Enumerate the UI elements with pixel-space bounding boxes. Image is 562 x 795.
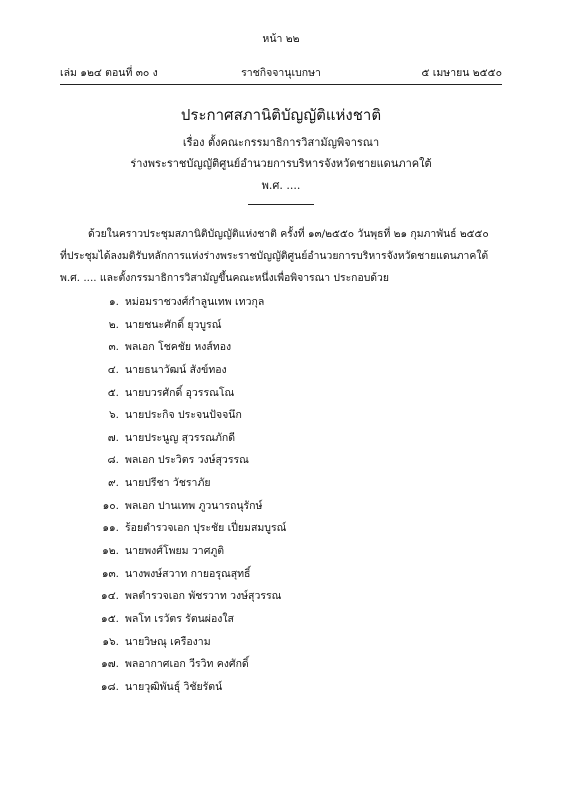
member-number: ๙. <box>107 477 119 490</box>
list-item <box>92 517 286 540</box>
list-item <box>92 404 286 427</box>
announcement-subject: เรื่อง ตั้งคณะกรรมาธิการวิสามัญพิจารณา <box>182 136 380 149</box>
member-number: ๑๕. <box>101 612 119 625</box>
member-number: ๕. <box>107 386 119 399</box>
member-name: นายวุฒิพันธุ์ วิชัยรัตน์ <box>125 680 223 693</box>
member-number: ๑๒. <box>102 545 119 558</box>
page-number: หน้า ๒๒ <box>262 33 300 45</box>
member-name: นายประนูญ สุวรรณภักดี <box>125 431 236 444</box>
member-number: ๗. <box>107 431 119 444</box>
list-item <box>92 563 286 586</box>
list-item <box>92 427 286 450</box>
volume-issue: เล่ม ๑๒๔ ตอนที่ ๓๐ ง <box>60 67 158 79</box>
member-number: ๔. <box>107 363 119 376</box>
member-name: พลเอก ประวิตร วงษ์สุวรรณ <box>125 454 249 467</box>
member-name: นายปรีชา วัชราภัย <box>125 477 211 490</box>
member-number: ๑๔. <box>101 590 119 603</box>
list-item <box>92 653 286 676</box>
member-name: นายธนาวัฒน์ สังข์ทอง <box>125 363 227 376</box>
member-name: ร้อยตำรวจเอก ปุระชัย เปี่ยมสมบูรณ์ <box>125 522 287 535</box>
list-item <box>92 359 286 382</box>
member-name: พลโท เรวัตร รัตนผ่องใส <box>125 612 234 625</box>
body-line-3: พ.ศ. .... และตั้งกรรมาธิการวิสามัญขึ้นคณะหนึ่งเพื่อพิจารณา ประกอบด้วย <box>60 272 389 284</box>
member-number: ๓. <box>108 341 119 354</box>
title-divider <box>248 204 314 205</box>
member-name: พลเอก ปานเทพ ภูวนารถนุรักษ์ <box>125 499 263 512</box>
member-name: นายบวรศักดิ์ อุวรรณโณ <box>125 386 235 399</box>
member-number: ๑๗. <box>101 658 119 671</box>
header-rule <box>60 84 502 85</box>
body-paragraph <box>60 223 502 289</box>
list-item <box>92 472 286 495</box>
list-item <box>92 336 286 359</box>
announcement-title: ประกาศสภานิติบัญญัติแห่งชาติ <box>180 106 382 124</box>
member-number: ๑๘. <box>100 680 119 693</box>
member-number: ๑. <box>108 296 119 308</box>
list-item <box>92 585 286 608</box>
list-item <box>92 608 286 631</box>
list-item <box>92 540 286 563</box>
bill-name: ร่างพระราชบัญญัติศูนย์อำนวยการบริหารจังหวัดชายแดนภาคใต้ <box>130 157 432 170</box>
member-number: ๑๑. <box>102 522 119 535</box>
member-name: นายประกิจ ประจนปัจจนึก <box>125 409 242 422</box>
list-item <box>92 676 286 699</box>
buddhist-era: พ.ศ. .... <box>261 179 301 192</box>
list-item <box>92 314 286 337</box>
list-item <box>92 631 286 654</box>
list-item <box>92 449 286 472</box>
member-name: นายพงศ์โพยม วาศภูติ <box>125 545 225 558</box>
publication-name: ราชกิจจานุเบกษา <box>241 67 321 79</box>
member-name: พลอากาศเอก วีรวิท คงศักดิ์ <box>125 658 249 671</box>
member-list <box>92 291 286 699</box>
member-name: หม่อมราชวงศ์กำลูนเทพ เทวกุล <box>125 296 265 308</box>
list-item <box>92 291 286 314</box>
member-name: นางพงษ์สวาท กายอรุณสุทธิ์ <box>125 567 251 580</box>
body-line-1: ด้วยในคราวประชุมสภานิติบัญญัติแห่งชาติ ครั้งที่ ๑๓/๒๕๕๐ วันพุธที่ ๒๑ กุมภาพันธ์ ๒๕๕๐ <box>88 228 489 240</box>
member-number: ๑๖. <box>102 635 119 648</box>
member-name: พลเอก โชคชัย หงส์ทอง <box>125 341 232 354</box>
list-item <box>92 495 286 518</box>
list-item <box>92 382 286 405</box>
member-number: ๒. <box>108 318 119 331</box>
member-name: นายชนะศักดิ์ ยุวบูรณ์ <box>125 318 222 331</box>
publication-date: ๕ เมษายน ๒๕๕๐ <box>421 67 502 79</box>
member-number: ๑๐. <box>102 499 119 512</box>
member-number: ๘. <box>107 454 119 467</box>
member-number: ๖. <box>108 409 119 422</box>
member-name: พลตำรวจเอก พัชรวาท วงษ์สุวรรณ <box>125 590 282 603</box>
member-name: นายวิษณุ เครืองาม <box>125 635 211 648</box>
body-line-2: ที่ประชุมได้ลงมติรับหลักการแห่งร่างพระราชบัญญัติศูนย์อำนวยการบริหารจังหวัดชายแดนภาคใต้ <box>60 250 489 262</box>
member-number: ๑๓. <box>101 567 119 580</box>
